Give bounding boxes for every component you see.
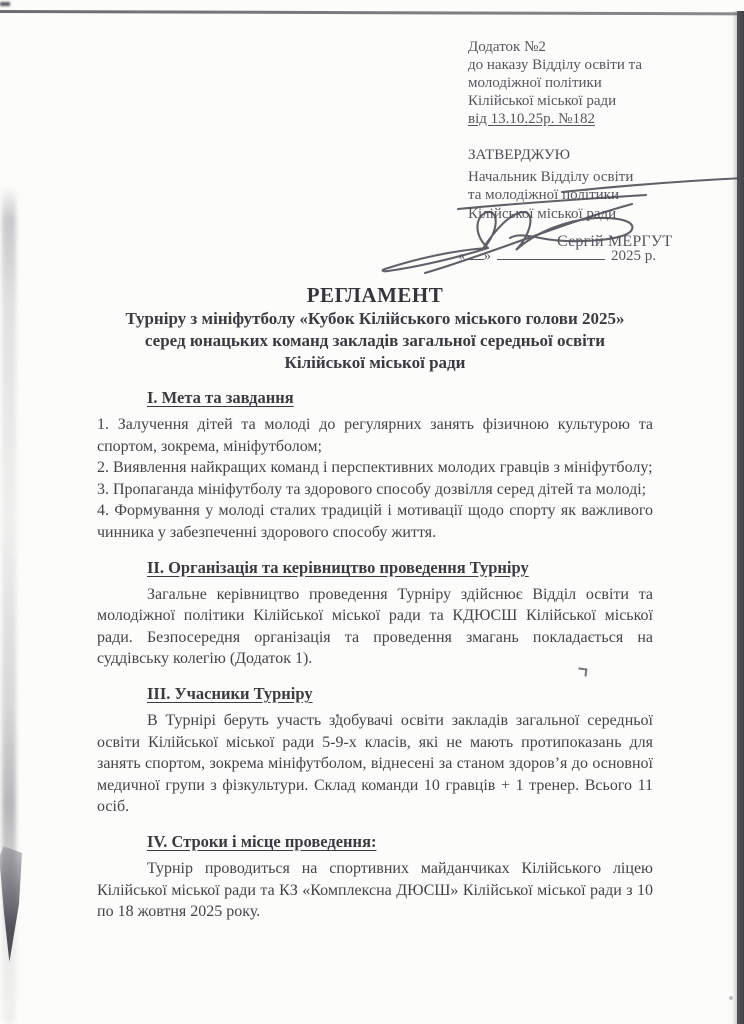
appendix-line: до наказу Відділу освіти та <box>468 57 642 73</box>
appendix-line: Додаток №2 <box>468 39 546 55</box>
appendix-line: Кілійської міської ради <box>468 93 617 109</box>
signatory-name: Сергій МЕРГУТ <box>557 233 673 250</box>
scan-edge-right <box>737 11 744 1024</box>
section-heading: ІІ. Організація та керівництво проведення Турніру <box>147 557 529 577</box>
goal-item: 1. Залучення дітей та молоді до регулярних занять фізичною культурою та спортом, зокрема, мініфутболом; <box>97 416 653 455</box>
scan-speck-bottom-right <box>729 996 733 1000</box>
goal-item: 4. Формування у молоді сталих традицій і мотивації щодо спорту як важливого чинника у забезпеченні здорового способу життя. <box>97 502 653 541</box>
section-dates-venue <box>97 832 653 923</box>
paragraph: В Турнірі беруть участь здобувачі освіти закладів загальної середньої освіти Кілійської міської ради 5-9-х класів, які не мають протипоказань для занять спортом, зокрема мініфутболом, віднесені за станом здоров’я до основної медичної групи з фізкультури. Склад команди 10 гравців + 1 тренер. Всього 11 осіб. <box>97 711 653 816</box>
appendix-note <box>468 38 718 128</box>
appendix-line: молодіжної політики <box>468 75 602 91</box>
date-blank-month <box>497 247 605 260</box>
close-quote: » <box>483 248 491 264</box>
signature-flourish <box>330 172 744 282</box>
paragraph: Загальне керівництво проведення Турніру здійснює Відділ освіти та молодіжної політики Кілійської міської ради та КДЮСШ Кілійської міської ради. Безпосередня організація та проведення змагань покладається на суддівську колегію (Додаток 1). <box>97 585 653 668</box>
approval-line: та молодіжної політики <box>468 187 619 203</box>
goal-item: 3. Пропаганда мініфутболу та здорового способу дозвілля серед дітей та молоді; <box>97 480 647 498</box>
approval-line: Кілійської міської ради <box>468 205 617 222</box>
section-heading: І. Мета та завдання <box>147 388 294 407</box>
scan-speck-top-left <box>0 2 10 6</box>
appendix-order-reference: від 13.10.25р. №182 <box>468 111 595 127</box>
document-subtitle-line: Кілійської міської ради <box>284 353 466 372</box>
scan-edge-top <box>0 10 744 15</box>
goal-item: 2. Виявлення найкращих команд і перспективних молодих гравців з мініфутболу; <box>97 459 653 477</box>
section-goals <box>97 388 653 544</box>
open-quote: « <box>458 248 466 264</box>
approval-label: ЗАТВЕРДЖУЮ <box>468 147 571 163</box>
paragraph: Турнір проводиться на спортивних майданчиках Кілійського ліцею Кілійської міської ради та КЗ «Комплексна ДЮСШ» Кілійської міської ради з 10 по 18 жовтня 2025 року. <box>97 859 653 921</box>
signature-date-line <box>458 247 656 265</box>
document-subtitle-line: Турніру з мініфутболу «Кубок Кілійського міського голови 2025» <box>125 309 625 328</box>
date-year: 2025 р. <box>611 248 656 264</box>
approval-line: Начальник Відділу освіти <box>468 168 634 185</box>
document-body <box>97 282 653 923</box>
date-blank-day <box>466 247 484 260</box>
document-title: РЕГЛАМЕНТ <box>306 283 444 307</box>
document-subtitle-line: серед юнацьких команд закладів загальної середньої освіти <box>144 331 606 350</box>
section-heading: ІІІ. Учасники Турніру <box>147 683 313 703</box>
section-heading: IV. Строки і місце проведення: <box>147 831 377 851</box>
section-organization <box>97 558 653 670</box>
section-participants <box>97 684 653 818</box>
